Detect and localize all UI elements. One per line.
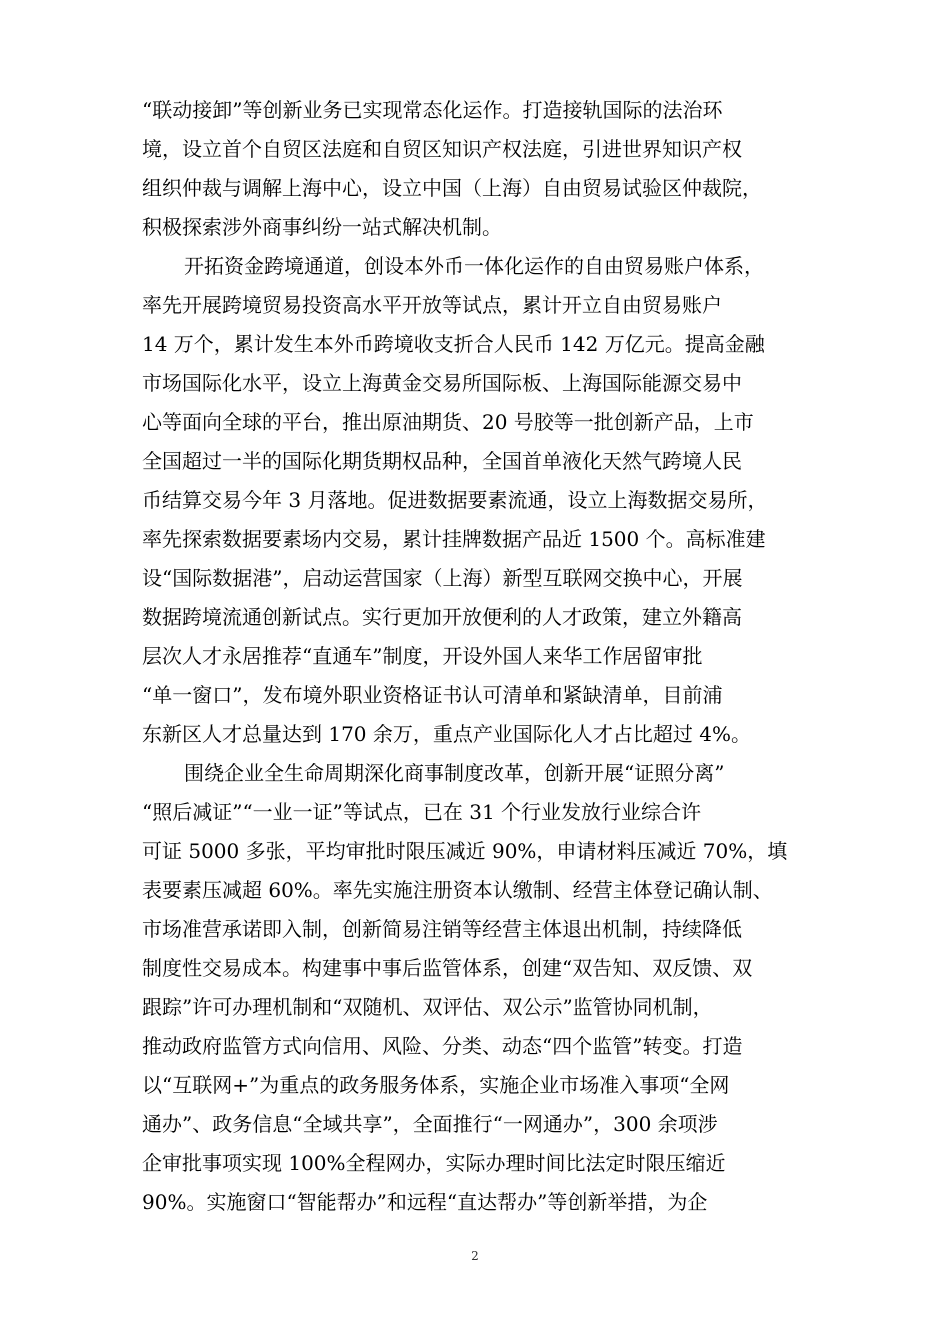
text-line: 积极探索涉外商事纠纷一站式解决机制。 — [142, 215, 502, 239]
paragraph-3 — [142, 754, 812, 1222]
text-line: 跟踪”许可办理机制和“双随机、双评估、双公示”监管协同机制， — [142, 995, 713, 1019]
text-line: 东新区人才总量达到 170 余万，重点产业国际化人才占比超过 4%。 — [142, 722, 751, 746]
text-line: 14 万个，累计发生本外币跨境收支折合人民币 142 万亿元。提高金融 — [142, 332, 765, 356]
text-line: 通办”、政务信息“全域共享”，全面推行“一网通办”，300 余项涉 — [142, 1112, 718, 1136]
paragraph-2 — [142, 247, 812, 754]
text-line: 90%。实施窗口“智能帮办”和远程“直达帮办”等创新举措，为企 — [142, 1190, 708, 1214]
text-line: “照后减证”“一业一证”等试点，已在 31 个行业发放行业综合许 — [142, 800, 702, 824]
text-line: 可证 5000 多张，平均审批时限压减近 90%，申请材料压减近 70%，填 — [142, 839, 788, 863]
text-line: 开拓资金跨境通道，创设本外币一体化运作的自由贸易账户体系， — [184, 254, 764, 278]
text-line: 制度性交易成本。构建事中事后监管体系，创建“双告知、双反馈、双 — [142, 956, 753, 980]
text-line: 市场准营承诺即入制，创新简易注销等经营主体退出机制，持续降低 — [142, 917, 742, 941]
text-line: 企审批事项实现 100%全程网办，实际办理时间比法定时限压缩近 — [142, 1151, 726, 1175]
text-line: 组织仲裁与调解上海中心，设立中国（上海）自由贸易试验区仲裁院， — [142, 176, 762, 200]
text-line: 率先开展跨境贸易投资高水平开放等试点，累计开立自由贸易账户 — [142, 293, 722, 317]
text-line: 境，设立首个自贸区法庭和自贸区知识产权法庭，引进世界知识产权 — [142, 137, 742, 161]
text-line: 率先探索数据要素场内交易，累计挂牌数据产品近 1500 个。高标准建 — [142, 527, 766, 551]
text-line: 表要素压减超 60%。率先实施注册资本认缴制、经营主体登记确认制、 — [142, 878, 773, 902]
page-number: 2 — [471, 1249, 479, 1263]
text-line: 市场国际化水平，设立上海黄金交易所国际板、上海国际能源交易中 — [142, 371, 742, 395]
text-line: 推动政府监管方式向信用、风险、分类、动态“四个监管”转变。打造 — [142, 1034, 743, 1058]
text-line: 围绕企业全生命周期深化商事制度改革，创新开展“证照分离” — [184, 761, 725, 785]
text-line: 数据跨境流通创新试点。实行更加开放便利的人才政策，建立外籍高 — [142, 605, 742, 629]
body-text — [142, 91, 812, 1222]
text-line: 币结算交易今年 3 月落地。促进数据要素流通，设立上海数据交易所， — [142, 488, 768, 512]
text-line: 全国超过一半的国际化期货期权品种，全国首单液化天然气跨境人民 — [142, 449, 742, 473]
text-line: 以“互联网+”为重点的政务服务体系，实施企业市场准入事项“全网 — [142, 1073, 730, 1097]
paragraph-1 — [142, 91, 812, 247]
text-line: 心等面向全球的平台，推出原油期货、20 号胶等一批创新产品，上市 — [142, 410, 754, 434]
text-line: 设“国际数据港”，启动运营国家（上海）新型互联网交换中心，开展 — [142, 566, 743, 590]
text-line: “联动接卸”等创新业务已实现常态化运作。打造接轨国际的法治环 — [142, 98, 723, 122]
text-line: 层次人才永居推荐“直通车”制度，开设外国人来华工作居留审批 — [142, 644, 703, 668]
text-line: “单一窗口”，发布境外职业资格证书认可清单和紧缺清单，目前浦 — [142, 683, 723, 707]
